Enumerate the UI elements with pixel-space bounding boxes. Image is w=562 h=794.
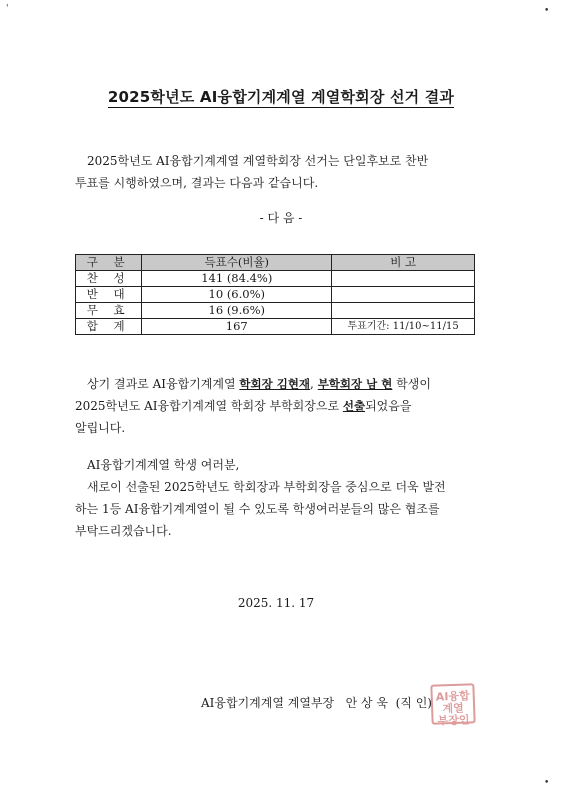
row-note: 투표기간: 11/10~11/15 [332,319,475,335]
result-text-c: 2025학년도 AI융합기계계열 학회장 부학회장으로 [75,399,343,413]
stamp-text-2: 계열 [442,701,465,716]
header-note: 비 고 [332,255,475,271]
elected-word: 선출 [342,399,366,413]
greeting-line: AI융합기계계열 학생 여러분, [87,458,240,472]
stamp-text-1: AI융합 [435,689,470,704]
document-title-text: 2025학년도 AI융합기계계열 계열학회장 선거 결과 [107,88,455,106]
result-text-d: 되었음을 [365,399,412,413]
intro-line-1: 2025학년도 AI융합기계계열 계열학회장 선거는 단일후보로 찬반 [87,154,429,168]
row-label: 반 대 [76,287,142,303]
president-name: 학회장 김현재 [239,377,311,391]
result-line-2 [75,395,480,417]
intro-line-2: 투표를 시행하였으며, 결과는 다음과 같습니다. [75,176,319,190]
result-paragraph [75,373,480,439]
corner-mark-top-left: ' [6,4,9,14]
table-row [76,287,475,303]
corner-mark-bottom-right: • [544,778,550,788]
closing-line-2: 하는 1등 AI융합기계계열이 될 수 있도록 학생여러분들의 많은 협조를 [75,502,440,516]
results-table [75,254,475,335]
document-title [0,86,562,107]
table-row [76,319,475,335]
official-seal-stamp [430,683,475,728]
row-note [332,303,475,319]
vice-president-name: 부학회장 남 현 [317,377,393,391]
closing-paragraph [75,454,480,542]
row-value: 10 (6.0%) [142,287,332,303]
result-comma: , [310,377,318,391]
row-label: 찬 성 [76,271,142,287]
row-note [332,287,475,303]
stamp-text-3: 부장인 [437,713,470,728]
closing-line-1: 새로이 선출된 2025학년도 학회장과 부학회장을 중심으로 더욱 발전 [87,480,446,494]
results-table-header [76,255,475,271]
intro-paragraph [75,150,480,194]
row-value: 141 (84.4%) [142,271,332,287]
header-category: 구 분 [76,255,142,271]
row-value: 16 (9.6%) [142,303,332,319]
document-date: 2025. 11. 17 [237,596,315,610]
result-text-a: 상기 결과로 AI융합기계계열 [87,377,240,391]
header-votes: 득표수(비율) [142,255,332,271]
corner-mark-top-right: • [544,6,550,16]
row-label: 합 계 [76,319,142,335]
result-text-b: 학생이 [392,377,431,391]
daeum-heading: - 다 음 - [259,211,303,225]
closing-line-3: 부탁드리겠습니다. [75,524,172,538]
result-line-1 [75,373,480,395]
row-note [332,271,475,287]
table-row [76,303,475,319]
row-label: 무 효 [76,303,142,319]
signature-line: AI융합기계계열 계열부장 안 상 욱 (직 인) [201,696,432,710]
row-value: 167 [142,319,332,335]
result-line-3: 알립니다. [75,421,126,435]
table-row [76,271,475,287]
